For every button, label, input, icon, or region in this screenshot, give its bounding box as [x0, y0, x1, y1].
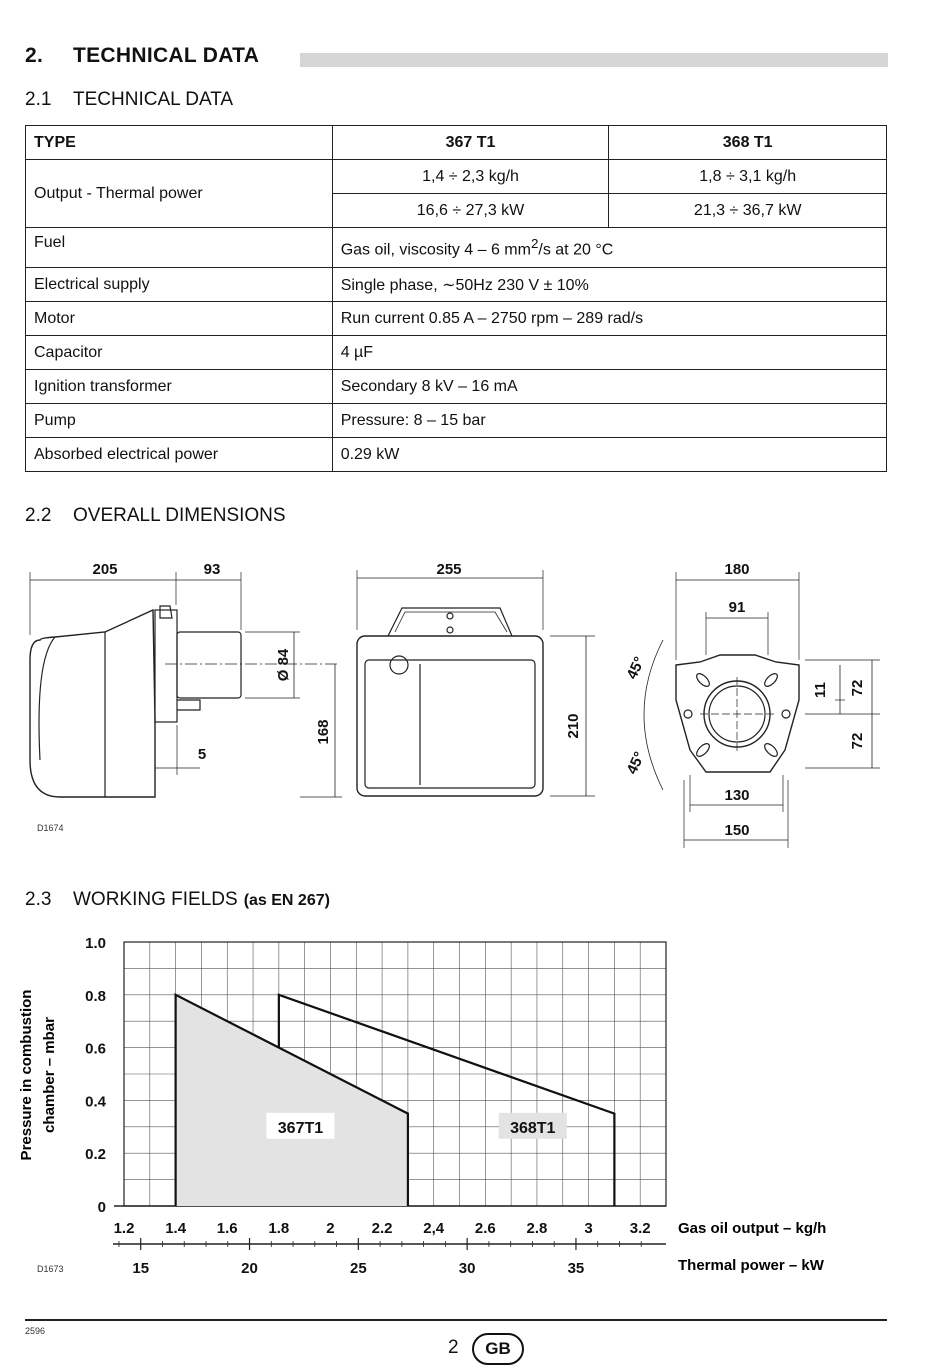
row-value: Run current 0.85 A – 2750 rpm – 289 rad/s [332, 302, 886, 336]
dim-130: 130 [724, 787, 750, 804]
x2-axis-label: Thermal power – kW [678, 1257, 824, 1274]
dim-angle-top: 45° [623, 654, 649, 682]
dim-255: 255 [436, 561, 462, 578]
section-number: 2. [25, 44, 44, 67]
section-number: 2.2 [25, 505, 52, 526]
dim-11: 11 [812, 682, 829, 698]
x2-tick-label: 35 [567, 1260, 585, 1277]
section-title: TECHNICAL DATA [73, 89, 234, 110]
technical-data-table [25, 125, 887, 472]
fuel-value: Gas oil, viscosity 4 – 6 $mm^2/s$ at 20 °C [332, 228, 886, 268]
y-axis-label-2: chamber – mbar [41, 1017, 58, 1133]
x-axis-label: Gas oil output – kg/h [678, 1220, 827, 1237]
row-value: Pressure: 8 – 15 bar [332, 404, 886, 438]
section-2-heading [25, 44, 259, 68]
x-tick-label: 1.4 [165, 1220, 187, 1237]
dim-210: 210 [565, 713, 582, 739]
x-tick-label: 1.8 [268, 1220, 290, 1237]
table-header-row [26, 126, 887, 160]
x-tick-label: 3 [584, 1220, 593, 1237]
table-row [26, 336, 887, 370]
dim-91: 91 [728, 599, 746, 616]
dim-diameter-84: Ø 84 [275, 648, 292, 682]
row-label: Pump [26, 404, 333, 438]
row-label: Absorbed electrical power [26, 438, 333, 472]
x-tick-label: 1.6 [216, 1220, 238, 1237]
table-row [26, 370, 887, 404]
language-badge: GB [472, 1333, 524, 1365]
output-kgh-368: 1,8 ÷ 3,1 kg/h [609, 160, 887, 194]
output-kw-368: 21,3 ÷ 36,7 kW [609, 194, 887, 228]
dim-205: 205 [92, 561, 118, 578]
series-label-368T1: 368T1 [510, 1119, 556, 1137]
row-value: Secondary 8 kV – 16 mA [332, 370, 886, 404]
table-row [26, 438, 887, 472]
row-value: 4 µF [332, 336, 886, 370]
dim-180: 180 [724, 561, 750, 578]
dim-72-top: 72 [849, 679, 866, 697]
x2-tick-label: 25 [349, 1260, 367, 1277]
type-label: TYPE [26, 126, 333, 160]
section-2-3-heading [25, 889, 330, 911]
table-row [26, 268, 887, 302]
y-tick-label: 1.0 [85, 935, 106, 952]
dimensions-drawing [0, 540, 950, 860]
x-tick-label: 2 [326, 1220, 335, 1237]
area-367T1 [176, 995, 408, 1206]
table-row [26, 404, 887, 438]
section-2-1-heading [25, 89, 233, 111]
side-view [30, 572, 342, 797]
output-kw-367: 16,6 ÷ 27,3 kW [332, 194, 609, 228]
row-label: Ignition transformer [26, 370, 333, 404]
output-kgh-367: 1,4 ÷ 2,3 kg/h [332, 160, 609, 194]
row-label: Capacitor [26, 336, 333, 370]
row-label: Motor [26, 302, 333, 336]
dim-5: 5 [197, 746, 207, 763]
page-number: 2 [448, 1337, 459, 1358]
fuel-label: Fuel [26, 228, 333, 268]
table-row [26, 302, 887, 336]
model-368: 368 T1 [609, 126, 887, 160]
front-view [357, 570, 595, 796]
section-number: 2.1 [25, 89, 52, 110]
footer-rule [25, 1319, 887, 1321]
x2-tick-label: 30 [458, 1260, 476, 1277]
y-tick-label: 0.8 [85, 987, 106, 1005]
y-axis-label-1: Pressure in combustion [18, 989, 35, 1161]
x-tick-label: 3.2 [629, 1220, 651, 1237]
dim-168: 168 [315, 719, 332, 745]
table-row [26, 228, 887, 268]
section-number: 2.3 [25, 889, 52, 910]
heading-bar [300, 53, 888, 67]
x-tick-label: 2.2 [371, 1220, 393, 1237]
dim-150: 150 [724, 822, 750, 839]
x-tick-label: 2,4 [423, 1220, 445, 1237]
y-tick-label: 0 [97, 1199, 106, 1216]
y-tick-label: 0.2 [85, 1146, 106, 1164]
flange-view [644, 572, 880, 848]
x2-tick-label: 15 [132, 1260, 150, 1277]
dim-93: 93 [203, 561, 221, 578]
model-367: 367 T1 [332, 126, 609, 160]
section-title: TECHNICAL DATA [73, 44, 260, 67]
section-2-2-heading [25, 505, 286, 527]
drawing-code-dims: D1674 [37, 823, 64, 833]
dim-72-bottom: 72 [849, 732, 866, 750]
x-tick-label: 2.6 [474, 1220, 496, 1237]
x2-tick-label: 20 [241, 1260, 258, 1277]
y-ticks [85, 935, 107, 1216]
table-row [26, 160, 887, 194]
y-tick-label: 0.4 [85, 1093, 106, 1111]
document-code: 2596 [25, 1326, 46, 1336]
series-label-367T1: 367T1 [277, 1119, 324, 1137]
x-tick-label: 1.2 [113, 1220, 135, 1237]
section-title: OVERALL DIMENSIONS [73, 505, 286, 526]
row-label: Electrical supply [26, 268, 333, 302]
drawing-code-chart: D1673 [37, 1264, 64, 1274]
working-fields-chart [0, 920, 950, 1290]
y-tick-label: 0.6 [85, 1040, 106, 1058]
x-tick-label: 2.8 [526, 1220, 548, 1237]
row-value: Single phase, ∼50Hz 230 V ± 10% [332, 268, 886, 302]
x-ticks [114, 1220, 651, 1237]
section-title: WORKING FIELDS [73, 889, 238, 910]
dim-angle-bottom: 45° [623, 749, 649, 777]
row-value: 0.29 kW [332, 438, 886, 472]
section-subtitle: (as EN 267) [243, 892, 330, 909]
output-label: Output - Thermal power [26, 160, 333, 228]
